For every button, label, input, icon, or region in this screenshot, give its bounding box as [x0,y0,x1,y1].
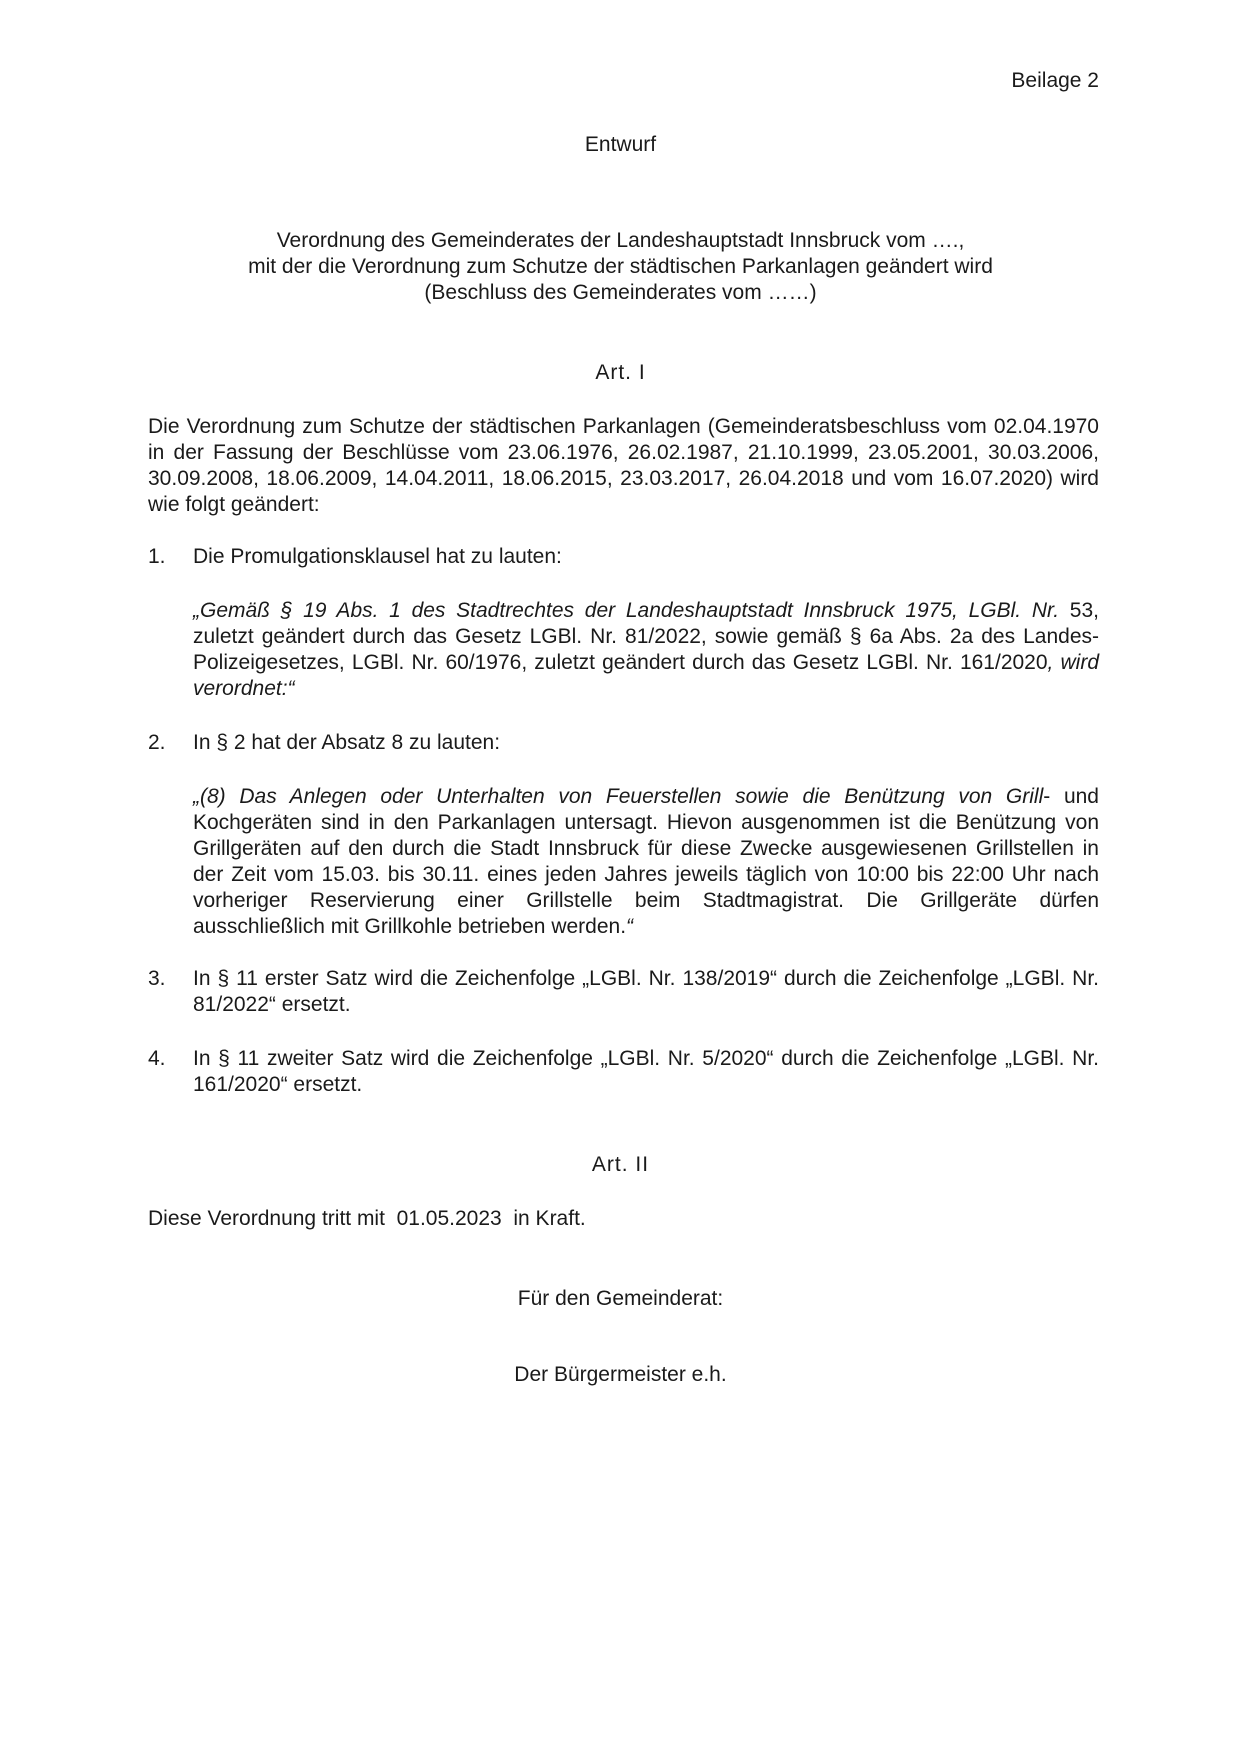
quote-italic-end: “ [626,915,634,938]
art-1-heading: Art. I [595,361,646,384]
attachment-label: Beilage 2 [1011,69,1099,92]
draft-label: Entwurf [584,133,657,156]
item-text: In § 11 zweiter Satz wird die Zeichenfolge „LGBl. Nr. 5/2020“ durch die Zeichenfolge „LGBl. Nr. 161/2020“ ersetzt. [193,1047,1099,1096]
art-2-text: Diese Verordnung tritt mit 01.05.2023 in Kraft. [148,1207,586,1230]
art-2-heading: Art. II [591,1153,650,1176]
title-line-1: Verordnung des Gemeinderates der Landeshauptstadt Innsbruck vom …., [276,229,965,252]
promulgation-quote [193,598,1099,702]
item-text: Die Promulgationsklausel hat zu lauten: [193,545,562,568]
signature-for: Für den Gemeinderat: [517,1287,724,1310]
item-number: 4. [148,1047,166,1070]
quote-italic-end: , wird verordnet:“ [193,651,1099,700]
item-number: 3. [148,967,166,990]
quote-italic-start: „Gemäß § 19 Abs. 1 des Stadtrechtes der Landeshauptstadt Innsbruck 1975, LGBl. Nr. [193,599,1060,622]
quote-text: - und Kochgeräten sind in den Parkanlagen untersagt. Hievon ausgenommen ist die Benützung von Grillgeräten auf den durch die Stadt Innsbruck für diese Zwecke ausgewiesenen Grillstellen in der Zeit vom 15.03. bis 30.11. eines jeden Jahres jeweils täglich von 10:00 bis 22:00 Uhr nach vorheriger Reservierung einer Grillstelle beim Stadtmagistrat. Die Grillgeräte dürfen ausschließlich mit Grillkohle betrieben werden. [193,785,1099,938]
title-line-2: mit der die Verordnung zum Schutze der städtischen Parkanlagen geändert wird [248,255,993,278]
title-line-3: (Beschluss des Gemeinderates vom ……) [424,281,817,304]
art-1-intro: Die Verordnung zum Schutze der städtischen Parkanlagen (Gemeinderatsbeschluss vom 02.04.1970 in der Fassung der Beschlüsse vom 23.06.1976, 26.02.1987, 21.10.1999, 23.05.2001, 30.03.2006, 30.09.2008, 18.06.2009, 14.04.2011, 18.06.2015, 23.03.2017, 26.04.2018 und vom 16.07.2020) wird wie folgt geändert: [148,415,1099,516]
paragraph-8-quote [193,784,1099,940]
item-number: 1. [148,545,166,568]
item-text: In § 2 hat der Absatz 8 zu lauten: [193,731,501,754]
item-text: In § 11 erster Satz wird die Zeichenfolge „LGBl. Nr. 138/2019“ durch die Zeichenfolge „LGBl. Nr. 81/2022“ ersetzt. [193,967,1099,1016]
item-number: 2. [148,731,166,754]
document-title [0,228,1241,306]
quote-italic-start: „(8) Das Anlegen oder Unterhalten von Feuerstellen sowie die Benützung von Grill [193,785,1044,808]
quote-text: 53, zuletzt geändert durch das Gesetz LGBl. Nr. 81/2022, sowie gemäß § 6a Abs. 2a des Landes-Polizeigesetzes, LGBl. Nr. 60/1976, zuletzt geändert durch das Gesetz LGBl. Nr. 161/2020 [193,599,1099,674]
signature-mayor: Der Bürgermeister e.h. [514,1363,727,1386]
